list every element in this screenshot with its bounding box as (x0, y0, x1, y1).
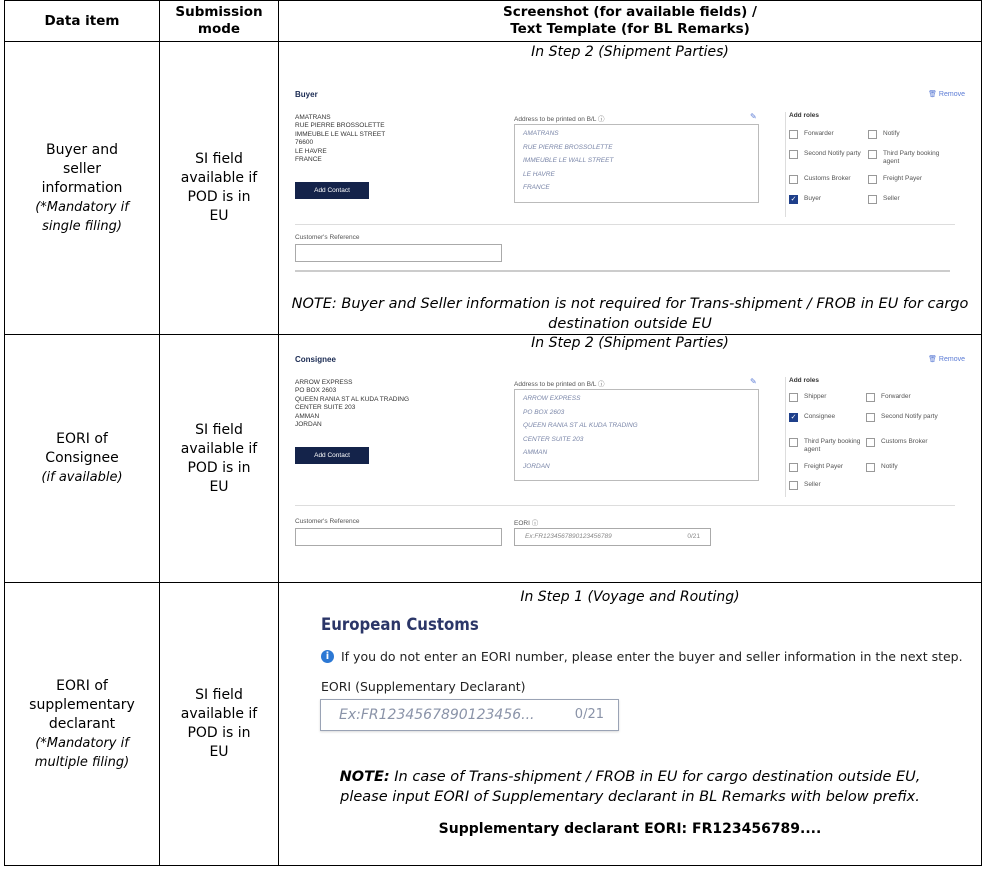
customs-info-text: If you do not enter an EORI number, please enter the buyer and seller information in the next step. (341, 649, 963, 664)
header-screenshot (279, 1, 982, 42)
checkbox[interactable] (868, 175, 877, 184)
role-label: Second Notify party (804, 150, 861, 157)
checkbox[interactable] (866, 413, 875, 422)
checkbox[interactable] (868, 150, 877, 159)
mode-line: EU (209, 744, 229, 760)
divider (295, 270, 950, 272)
checkbox[interactable] (866, 393, 875, 402)
remove-button[interactable] (928, 90, 965, 98)
print-line: PO BOX 2603 (523, 408, 565, 416)
print-line: RUE PIERRE BROSSOLETTE (523, 143, 613, 151)
data-item-line: EORI of (56, 677, 108, 694)
header-row (5, 1, 982, 42)
mode-line: EU (209, 208, 229, 224)
role-label: Second Notify party (881, 413, 938, 420)
info-icon: ⓘ (597, 116, 605, 123)
data-item-note: (*Mandatory if (35, 199, 129, 215)
role-label: Seller (883, 195, 900, 202)
data-item-line: declarant (48, 715, 116, 732)
address-block (295, 114, 385, 164)
roles-title: Add roles (789, 112, 819, 119)
step-caption: In Step 2 (Shipment Parties) (531, 44, 729, 60)
header-data-item: Data item (5, 1, 160, 42)
note-bold: NOTE: (339, 769, 390, 785)
role-third-party[interactable] (868, 150, 948, 165)
note-line2: please input EORI of Supplementary declarant in BL Remarks with below prefix. (340, 789, 920, 805)
role-customs-broker[interactable] (866, 438, 928, 447)
eori-input[interactable] (514, 528, 711, 546)
address-line: CENTER SUITE 203 (295, 404, 356, 412)
role-forwarder[interactable] (789, 130, 834, 139)
data-item-cell (5, 583, 160, 866)
data-item-line: information (41, 179, 123, 196)
role-shipper[interactable] (789, 393, 826, 402)
customer-ref-input[interactable] (295, 244, 502, 262)
print-line: LE HAVRE (523, 170, 555, 178)
submission-mode-cell (160, 583, 279, 866)
mode-line: available if (180, 440, 258, 457)
step-caption: In Step 1 (Voyage and Routing) (520, 589, 740, 605)
panel-title: Consignee (295, 355, 336, 364)
panel-title: Buyer (295, 90, 318, 99)
eori-placeholder: Ex:FR1234567890123456789 (525, 533, 612, 540)
address-line: QUEEN RANIA ST AL KUDA TRADING (295, 395, 410, 403)
print-line: FRANCE (523, 184, 550, 191)
checkbox[interactable] (866, 463, 875, 472)
print-line: ARROW EXPRESS (523, 395, 581, 402)
data-item-line: Consignee (45, 450, 119, 466)
role-label: Freight Payer (804, 463, 844, 470)
edit-pencil-icon[interactable]: ✎ (750, 112, 757, 121)
info-icon: ⓘ (531, 520, 539, 527)
print-address-label (514, 114, 604, 123)
buyer-panel (295, 90, 965, 280)
data-item-note: single filing) (42, 218, 122, 234)
checkbox[interactable] (789, 130, 798, 139)
customs-title: European Customs (321, 615, 479, 635)
address-line: 76600 (295, 139, 314, 147)
remove-label: Remove (938, 91, 965, 98)
note-line1: In case of Trans-shipment / FROB in EU for cargo destination outside EU, (389, 769, 921, 785)
address-line: FRANCE (295, 156, 322, 164)
role-consignee[interactable] (789, 413, 835, 422)
note-supplementary (279, 767, 981, 807)
customer-ref-label: Customer's Reference (295, 518, 360, 525)
header-submission-line1: Submission (175, 4, 263, 20)
screenshot-cell (279, 583, 982, 866)
trash-icon: 🗑 (928, 91, 937, 98)
eori-placeholder: Ex:FR1234567890123456... (339, 707, 535, 723)
mode-line: POD is in (187, 189, 251, 205)
mode-line: available if (180, 170, 258, 186)
checkbox[interactable] (789, 175, 798, 184)
address-line: ARROW EXPRESS (295, 379, 353, 386)
row-eori-consignee (5, 335, 982, 583)
eori-counter: 0/21 (687, 533, 700, 540)
consignee-panel (295, 355, 965, 565)
header-screenshot-line1: Screenshot (for available fields) / (503, 4, 757, 20)
roles-group (785, 112, 959, 217)
divider (295, 505, 955, 506)
mode-line: POD is in (187, 725, 251, 741)
trash-icon: 🗑 (928, 356, 937, 363)
role-label: Consignee (804, 413, 836, 420)
checkbox-checked[interactable]: ✓ (790, 195, 797, 203)
role-seller[interactable] (868, 195, 900, 204)
role-label: Forwarder (881, 393, 911, 400)
data-item-note: multiple filing) (34, 754, 130, 770)
info-icon: i (321, 650, 334, 663)
checkbox[interactable] (868, 195, 877, 204)
mode-line: SI field (195, 151, 243, 167)
submission-mode-cell (160, 335, 279, 583)
role-freight-payer[interactable] (789, 463, 843, 472)
print-address-label-text: Address to be printed on B/L (514, 116, 597, 123)
data-item-note: (*Mandatory if (35, 735, 129, 751)
checkbox-checked[interactable]: ✓ (790, 413, 797, 421)
mode-line: available if (180, 706, 258, 722)
row-eori-supplementary (5, 583, 982, 866)
role-seller[interactable] (789, 481, 821, 490)
eori-label-text: EORI (514, 520, 530, 527)
checkbox[interactable] (868, 130, 877, 139)
address-line: PO BOX 2603 (295, 387, 337, 395)
role-label: Notify (883, 130, 900, 137)
print-line: JORDAN (523, 462, 550, 470)
role-customs-broker[interactable] (789, 175, 851, 184)
add-contact-button[interactable]: Add Contact (295, 182, 369, 199)
info-icon: ⓘ (597, 381, 605, 388)
address-line: IMMEUBLE LE WALL STREET (295, 130, 386, 138)
add-contact-button[interactable]: Add Contact (295, 447, 369, 464)
data-item-cell (5, 335, 160, 583)
print-line: IMMEUBLE LE WALL STREET (523, 157, 614, 164)
print-address-label-text: Address to be printed on B/L (514, 381, 597, 388)
checkbox[interactable] (789, 463, 798, 472)
edit-pencil-icon[interactable]: ✎ (750, 377, 757, 386)
print-address-box[interactable] (514, 389, 759, 481)
note-trans-shipment: NOTE: Buyer and Seller information is not required for Trans-shipment / FROB in EU for cargo destination outside EU (291, 296, 969, 332)
print-address-label (514, 379, 604, 388)
checkbox[interactable] (789, 150, 798, 159)
role-notify[interactable] (868, 130, 900, 139)
data-item-line: Buyer and (46, 141, 118, 158)
print-line: AMMAN (523, 449, 548, 456)
data-item-line: seller (62, 160, 102, 177)
address-line: JORDAN (295, 421, 322, 429)
role-label: Third Party booking agent (804, 438, 861, 453)
role-label: Forwarder (804, 130, 834, 137)
screenshot-cell (279, 335, 982, 583)
header-submission-line2: mode (197, 21, 241, 37)
roles-group (785, 377, 959, 497)
eori-label (514, 518, 538, 527)
roles-title: Add roles (789, 377, 819, 384)
address-line: LE HAVRE (295, 147, 327, 155)
role-label: Notify (881, 463, 898, 470)
data-items-table (4, 0, 982, 866)
mode-line: SI field (195, 421, 243, 438)
european-customs-panel (305, 605, 981, 755)
remove-button[interactable] (928, 355, 965, 363)
supplementary-eori-input[interactable] (320, 699, 619, 731)
checkbox[interactable] (789, 481, 798, 490)
row-buyer-seller (5, 42, 982, 335)
role-third-party[interactable] (789, 438, 863, 453)
role-freight-payer[interactable] (868, 175, 922, 184)
role-label: Customs Broker (881, 438, 928, 445)
data-item-cell (5, 42, 160, 335)
role-label: Freight Payer (883, 175, 923, 182)
customer-ref-label: Customer's Reference (295, 234, 360, 241)
print-address-box[interactable] (514, 124, 759, 203)
role-label: Third Party booking agent (883, 150, 940, 165)
supplementary-eori-label: EORI (Supplementary Declarant) (321, 679, 526, 694)
role-forwarder[interactable] (866, 393, 911, 402)
print-line: AMATRANS (523, 130, 559, 137)
customs-info (321, 649, 963, 664)
header-screenshot-line2: Text Template (for BL Remarks) (510, 21, 750, 37)
mode-line: POD is in (187, 459, 251, 476)
role-notify[interactable] (866, 463, 898, 472)
role-buyer[interactable] (789, 195, 821, 204)
address-line: AMATRANS (295, 114, 331, 121)
mode-line: EU (209, 478, 229, 495)
role-label: Buyer (804, 195, 821, 202)
eori-counter: 0/21 (574, 707, 604, 722)
role-second-notify[interactable] (866, 413, 948, 422)
checkbox[interactable] (789, 393, 798, 402)
checkbox[interactable] (789, 438, 798, 447)
print-line: CENTER SUITE 203 (523, 435, 584, 443)
eori-template: Supplementary declarant EORI: FR123456789.... (438, 821, 822, 837)
data-item-line: supplementary (29, 696, 135, 713)
role-label: Seller (804, 481, 821, 488)
address-block (295, 379, 409, 429)
mode-line: SI field (195, 687, 243, 703)
role-label: Shipper (804, 393, 827, 400)
screenshot-cell (279, 42, 982, 335)
divider (295, 224, 955, 225)
customer-ref-input[interactable] (295, 528, 502, 546)
data-item-note: (if available) (41, 470, 123, 485)
header-submission-mode (160, 1, 279, 42)
address-line: AMMAN (295, 412, 320, 420)
role-second-notify[interactable] (789, 150, 865, 159)
step-caption: In Step 2 (Shipment Parties) (531, 335, 729, 351)
submission-mode-cell (160, 42, 279, 335)
role-label: Customs Broker (804, 175, 851, 182)
remove-label: Remove (938, 356, 965, 363)
data-item-line: EORI of (56, 431, 108, 447)
checkbox[interactable] (866, 438, 875, 447)
address-line: RUE PIERRE BROSSOLETTE (295, 122, 385, 130)
print-line: QUEEN RANIA ST AL KUDA TRADING (523, 422, 638, 429)
